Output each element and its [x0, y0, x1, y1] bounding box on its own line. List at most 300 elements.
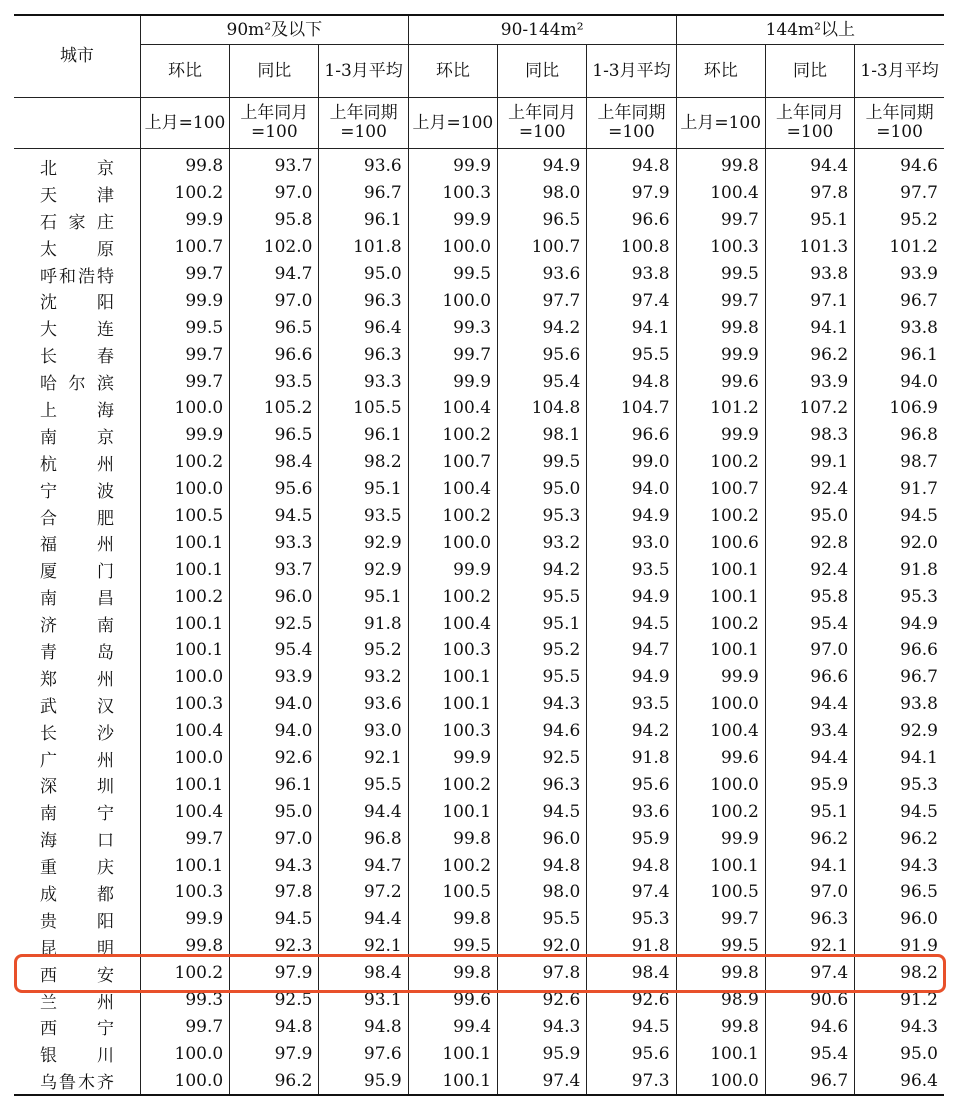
value-cell: 100.3 [676, 234, 765, 261]
value-cell: 96.3 [765, 906, 854, 933]
value-cell: 96.1 [319, 422, 408, 449]
value-cell: 100.0 [408, 234, 497, 261]
city-cell [14, 825, 140, 852]
value-cell: 95.8 [765, 583, 854, 610]
table-row [14, 933, 944, 960]
table-row [14, 610, 944, 637]
group-header-small: 90m²及以下 [140, 15, 408, 45]
value-cell: 94.4 [765, 149, 854, 180]
value-cell: 96.5 [855, 879, 944, 906]
value-cell: 94.7 [230, 261, 319, 288]
value-cell: 98.9 [676, 987, 765, 1014]
value-cell: 99.9 [676, 341, 765, 368]
value-cell: 97.7 [855, 180, 944, 207]
value-cell: 95.2 [855, 207, 944, 234]
value-cell: 99.8 [140, 149, 229, 180]
city-cell [14, 287, 140, 314]
city-name: 昆明 [40, 938, 114, 959]
value-cell: 94.8 [587, 149, 676, 180]
city-name: 广州 [40, 750, 114, 771]
value-cell: 100.0 [140, 476, 229, 503]
value-cell: 100.0 [140, 395, 229, 422]
city-name: 厦门 [40, 562, 114, 583]
value-cell: 96.2 [855, 825, 944, 852]
value-cell: 100.3 [140, 879, 229, 906]
value-cell: 92.3 [230, 933, 319, 960]
value-cell: 100.1 [676, 556, 765, 583]
value-cell: 92.1 [319, 933, 408, 960]
table-row [14, 987, 944, 1014]
value-cell: 91.2 [855, 987, 944, 1014]
value-cell: 94.6 [855, 149, 944, 180]
table-row [14, 906, 944, 933]
city-cell [14, 798, 140, 825]
value-cell: 100.0 [408, 529, 497, 556]
value-cell: 96.7 [319, 180, 408, 207]
value-cell: 100.1 [676, 637, 765, 664]
value-cell: 96.0 [230, 583, 319, 610]
value-cell: 95.1 [498, 610, 587, 637]
table-row [14, 395, 944, 422]
value-cell: 106.9 [855, 395, 944, 422]
value-cell: 93.8 [587, 261, 676, 288]
value-cell: 100.1 [140, 637, 229, 664]
value-cell: 95.1 [319, 583, 408, 610]
value-cell: 100.0 [676, 771, 765, 798]
value-cell: 100.2 [140, 960, 229, 987]
value-cell: 95.6 [587, 771, 676, 798]
value-cell: 97.4 [587, 287, 676, 314]
city-cell [14, 987, 140, 1014]
value-cell: 99.8 [676, 314, 765, 341]
city-cell [14, 476, 140, 503]
value-cell: 100.5 [140, 503, 229, 530]
value-cell: 104.7 [587, 395, 676, 422]
city-name: 青岛 [40, 642, 114, 663]
value-cell: 99.5 [408, 261, 497, 288]
value-cell: 95.4 [765, 610, 854, 637]
value-cell: 92.8 [765, 529, 854, 556]
value-cell: 90.6 [765, 987, 854, 1014]
value-cell: 94.9 [498, 149, 587, 180]
city-cell [14, 1014, 140, 1041]
sub-header-yoy: 同比 [765, 45, 854, 98]
value-cell: 99.9 [676, 664, 765, 691]
value-cell: 107.2 [765, 395, 854, 422]
sub-header-mom: 环比 [676, 45, 765, 98]
value-cell: 95.4 [765, 1040, 854, 1067]
city-cell [14, 583, 140, 610]
value-cell: 101.2 [855, 234, 944, 261]
value-cell: 92.5 [230, 610, 319, 637]
table-row [14, 691, 944, 718]
value-cell: 94.8 [498, 852, 587, 879]
value-cell: 95.9 [498, 1040, 587, 1067]
table-row [14, 1067, 944, 1095]
city-name: 石家庄 [40, 212, 114, 233]
value-cell: 96.2 [765, 825, 854, 852]
value-cell: 93.2 [498, 529, 587, 556]
city-name: 合肥 [40, 508, 114, 529]
city-cell [14, 234, 140, 261]
value-cell: 99.7 [140, 1014, 229, 1041]
value-cell: 94.0 [587, 476, 676, 503]
city-cell [14, 664, 140, 691]
value-cell: 94.4 [319, 798, 408, 825]
value-cell: 94.5 [230, 906, 319, 933]
value-cell: 91.7 [855, 476, 944, 503]
value-cell: 99.5 [676, 933, 765, 960]
city-name: 长春 [40, 347, 114, 368]
city-cell [14, 852, 140, 879]
value-cell: 94.9 [855, 610, 944, 637]
value-cell: 95.3 [498, 503, 587, 530]
value-cell: 95.6 [498, 341, 587, 368]
value-cell: 94.7 [319, 852, 408, 879]
value-cell: 96.7 [855, 664, 944, 691]
value-cell: 93.6 [319, 149, 408, 180]
city-name: 太原 [40, 239, 114, 260]
table-row [14, 745, 944, 772]
value-cell: 100.2 [408, 771, 497, 798]
value-cell: 96.4 [319, 314, 408, 341]
value-cell: 94.5 [230, 503, 319, 530]
value-cell: 95.5 [587, 341, 676, 368]
value-cell: 94.1 [855, 745, 944, 772]
city-name: 武汉 [40, 696, 114, 717]
city-name: 成都 [40, 884, 114, 905]
value-cell: 100.5 [676, 879, 765, 906]
city-name: 上海 [40, 400, 114, 421]
value-cell: 96.8 [855, 422, 944, 449]
city-cell [14, 395, 140, 422]
value-cell: 93.5 [587, 691, 676, 718]
value-cell: 96.1 [855, 341, 944, 368]
table-row [14, 503, 944, 530]
value-cell: 94.8 [587, 368, 676, 395]
value-cell: 95.5 [498, 906, 587, 933]
base-header-avg: 上年同期=100 [587, 98, 676, 149]
value-cell: 93.8 [855, 691, 944, 718]
value-cell: 99.6 [676, 368, 765, 395]
value-cell: 97.8 [765, 180, 854, 207]
value-cell: 94.7 [587, 637, 676, 664]
value-cell: 100.0 [140, 1067, 229, 1095]
value-cell: 100.4 [408, 476, 497, 503]
table-row [14, 449, 944, 476]
value-cell: 94.9 [587, 503, 676, 530]
value-cell: 100.7 [140, 234, 229, 261]
table-row [14, 529, 944, 556]
sub-header-yoy: 同比 [498, 45, 587, 98]
value-cell: 99.9 [140, 287, 229, 314]
value-cell: 95.4 [230, 637, 319, 664]
base-header-yoy: 上年同月=100 [765, 98, 854, 149]
sub-header-avg: 1-3月平均 [855, 45, 944, 98]
city-cell [14, 879, 140, 906]
value-cell: 99.5 [408, 933, 497, 960]
value-cell: 97.0 [230, 287, 319, 314]
value-cell: 94.3 [498, 1014, 587, 1041]
value-cell: 96.1 [230, 771, 319, 798]
value-cell: 96.5 [230, 422, 319, 449]
city-name: 重庆 [40, 858, 114, 879]
value-cell: 100.0 [676, 691, 765, 718]
city-cell [14, 422, 140, 449]
value-cell: 95.2 [498, 637, 587, 664]
value-cell: 95.0 [855, 1040, 944, 1067]
value-cell: 99.8 [140, 933, 229, 960]
value-cell: 96.7 [855, 287, 944, 314]
value-cell: 93.9 [765, 368, 854, 395]
value-cell: 100.4 [140, 798, 229, 825]
value-cell: 99.9 [408, 149, 497, 180]
table-row [14, 556, 944, 583]
value-cell: 93.8 [765, 261, 854, 288]
table-row [14, 341, 944, 368]
value-cell: 100.4 [676, 180, 765, 207]
value-cell: 95.1 [319, 476, 408, 503]
value-cell: 100.0 [408, 287, 497, 314]
value-cell: 100.0 [140, 745, 229, 772]
table-row [14, 422, 944, 449]
city-cell [14, 261, 140, 288]
city-name: 宁波 [40, 481, 114, 502]
value-cell: 99.8 [408, 960, 497, 987]
table-row [14, 798, 944, 825]
value-cell: 99.4 [408, 1014, 497, 1041]
value-cell: 93.9 [855, 261, 944, 288]
city-name: 福州 [40, 535, 114, 556]
value-cell: 94.5 [855, 503, 944, 530]
city-cell [14, 610, 140, 637]
value-cell: 97.6 [319, 1040, 408, 1067]
value-cell: 94.1 [765, 852, 854, 879]
value-cell: 100.4 [408, 395, 497, 422]
value-cell: 92.9 [855, 718, 944, 745]
value-cell: 100.2 [140, 583, 229, 610]
value-cell: 96.5 [498, 207, 587, 234]
value-cell: 99.3 [408, 314, 497, 341]
value-cell: 100.0 [676, 1067, 765, 1095]
table-row [14, 664, 944, 691]
city-name: 哈尔滨 [40, 374, 114, 395]
value-cell: 95.0 [765, 503, 854, 530]
value-cell: 92.6 [587, 987, 676, 1014]
city-cell [14, 207, 140, 234]
value-cell: 96.6 [587, 207, 676, 234]
value-cell: 99.8 [676, 1014, 765, 1041]
value-cell: 94.1 [765, 314, 854, 341]
value-cell: 96.6 [765, 664, 854, 691]
city-cell [14, 314, 140, 341]
value-cell: 100.7 [498, 234, 587, 261]
value-cell: 100.1 [140, 556, 229, 583]
value-cell: 94.3 [230, 852, 319, 879]
value-cell: 95.8 [230, 207, 319, 234]
table-row [14, 207, 944, 234]
value-cell: 95.3 [855, 771, 944, 798]
value-cell: 96.3 [319, 287, 408, 314]
city-name: 天津 [40, 185, 114, 206]
value-cell: 92.5 [498, 745, 587, 772]
table-row [14, 476, 944, 503]
base-header-avg: 上年同期=100 [319, 98, 408, 149]
value-cell: 97.1 [765, 287, 854, 314]
value-cell: 93.4 [765, 718, 854, 745]
value-cell: 100.2 [676, 449, 765, 476]
value-cell: 94.8 [587, 852, 676, 879]
value-cell: 94.4 [765, 745, 854, 772]
value-cell: 100.2 [140, 180, 229, 207]
value-cell: 98.0 [498, 180, 587, 207]
city-name: 乌鲁木齐 [40, 1073, 114, 1094]
value-cell: 96.5 [230, 314, 319, 341]
value-cell: 96.0 [855, 906, 944, 933]
value-cell: 93.7 [230, 149, 319, 180]
value-cell: 98.4 [319, 960, 408, 987]
value-cell: 100.2 [408, 583, 497, 610]
value-cell: 100.0 [140, 1040, 229, 1067]
value-cell: 100.1 [676, 583, 765, 610]
city-cell [14, 933, 140, 960]
base-header-mom: 上月=100 [408, 98, 497, 149]
city-name: 长沙 [40, 723, 114, 744]
value-cell: 97.4 [587, 879, 676, 906]
value-cell: 98.2 [319, 449, 408, 476]
value-cell: 96.3 [498, 771, 587, 798]
value-cell: 94.4 [765, 691, 854, 718]
value-cell: 100.0 [140, 664, 229, 691]
table-row [14, 960, 944, 987]
value-cell: 102.0 [230, 234, 319, 261]
value-cell: 99.9 [408, 556, 497, 583]
value-cell: 95.6 [587, 1040, 676, 1067]
sub-header-avg: 1-3月平均 [319, 45, 408, 98]
value-cell: 100.3 [408, 180, 497, 207]
value-cell: 92.4 [765, 556, 854, 583]
sub-header-mom: 环比 [140, 45, 229, 98]
value-cell: 100.3 [408, 637, 497, 664]
value-cell: 95.3 [855, 583, 944, 610]
city-cell [14, 149, 140, 180]
value-cell: 100.1 [140, 529, 229, 556]
value-cell: 94.4 [319, 906, 408, 933]
value-cell: 100.1 [676, 852, 765, 879]
value-cell: 98.3 [765, 422, 854, 449]
city-name: 郑州 [40, 669, 114, 690]
value-cell: 100.4 [140, 718, 229, 745]
city-cell [14, 718, 140, 745]
table-row [14, 771, 944, 798]
price-index-table-container [14, 14, 944, 1096]
table-row [14, 1040, 944, 1067]
value-cell: 91.8 [855, 556, 944, 583]
value-cell: 100.8 [587, 234, 676, 261]
value-cell: 95.1 [765, 207, 854, 234]
value-cell: 97.2 [319, 879, 408, 906]
value-cell: 94.6 [498, 718, 587, 745]
city-name: 西安 [40, 965, 114, 986]
value-cell: 97.9 [587, 180, 676, 207]
value-cell: 100.3 [408, 718, 497, 745]
sub-header-avg: 1-3月平均 [587, 45, 676, 98]
value-cell: 97.9 [230, 960, 319, 987]
value-cell: 97.7 [498, 287, 587, 314]
value-cell: 92.9 [319, 529, 408, 556]
value-cell: 100.1 [676, 1040, 765, 1067]
table-row [14, 637, 944, 664]
table-row [14, 852, 944, 879]
value-cell: 96.4 [855, 1067, 944, 1095]
value-cell: 96.2 [765, 341, 854, 368]
base-header-mom: 上月=100 [676, 98, 765, 149]
value-cell: 99.9 [140, 207, 229, 234]
value-cell: 99.9 [140, 906, 229, 933]
value-cell: 93.5 [230, 368, 319, 395]
value-cell: 94.8 [230, 1014, 319, 1041]
city-column-header: 城市 [14, 15, 140, 98]
value-cell: 92.6 [498, 987, 587, 1014]
value-cell: 95.9 [587, 825, 676, 852]
city-cell [14, 1040, 140, 1067]
value-cell: 95.2 [319, 637, 408, 664]
city-name: 南京 [40, 427, 114, 448]
base-header-yoy: 上年同月=100 [498, 98, 587, 149]
city-name: 银川 [40, 1046, 114, 1067]
value-cell: 96.6 [230, 341, 319, 368]
sub-header-yoy: 同比 [230, 45, 319, 98]
value-cell: 99.7 [408, 341, 497, 368]
value-cell: 100.1 [140, 852, 229, 879]
table-header [14, 15, 944, 149]
city-cell [14, 691, 140, 718]
value-cell: 100.7 [676, 476, 765, 503]
base-header-blank [14, 98, 140, 149]
value-cell: 99.8 [408, 906, 497, 933]
value-cell: 99.7 [676, 207, 765, 234]
value-cell: 100.2 [676, 503, 765, 530]
value-cell: 100.2 [408, 852, 497, 879]
city-cell [14, 960, 140, 987]
value-cell: 99.5 [498, 449, 587, 476]
value-cell: 99.9 [140, 422, 229, 449]
value-cell: 100.1 [140, 610, 229, 637]
value-cell: 99.9 [676, 825, 765, 852]
city-name: 南昌 [40, 589, 114, 610]
city-cell [14, 368, 140, 395]
value-cell: 99.9 [408, 368, 497, 395]
city-name: 呼和浩特 [40, 266, 114, 287]
value-cell: 99.6 [676, 745, 765, 772]
value-cell: 101.8 [319, 234, 408, 261]
base-header-avg: 上年同期=100 [855, 98, 944, 149]
value-cell: 93.1 [319, 987, 408, 1014]
city-name: 西宁 [40, 1019, 114, 1040]
table-row [14, 287, 944, 314]
value-cell: 93.6 [587, 798, 676, 825]
city-cell [14, 745, 140, 772]
value-cell: 97.8 [230, 879, 319, 906]
value-cell: 96.7 [765, 1067, 854, 1095]
city-cell [14, 449, 140, 476]
table-row [14, 261, 944, 288]
value-cell: 97.0 [765, 879, 854, 906]
value-cell: 104.8 [498, 395, 587, 422]
value-cell: 95.1 [765, 798, 854, 825]
value-cell: 95.6 [230, 476, 319, 503]
city-cell [14, 180, 140, 207]
